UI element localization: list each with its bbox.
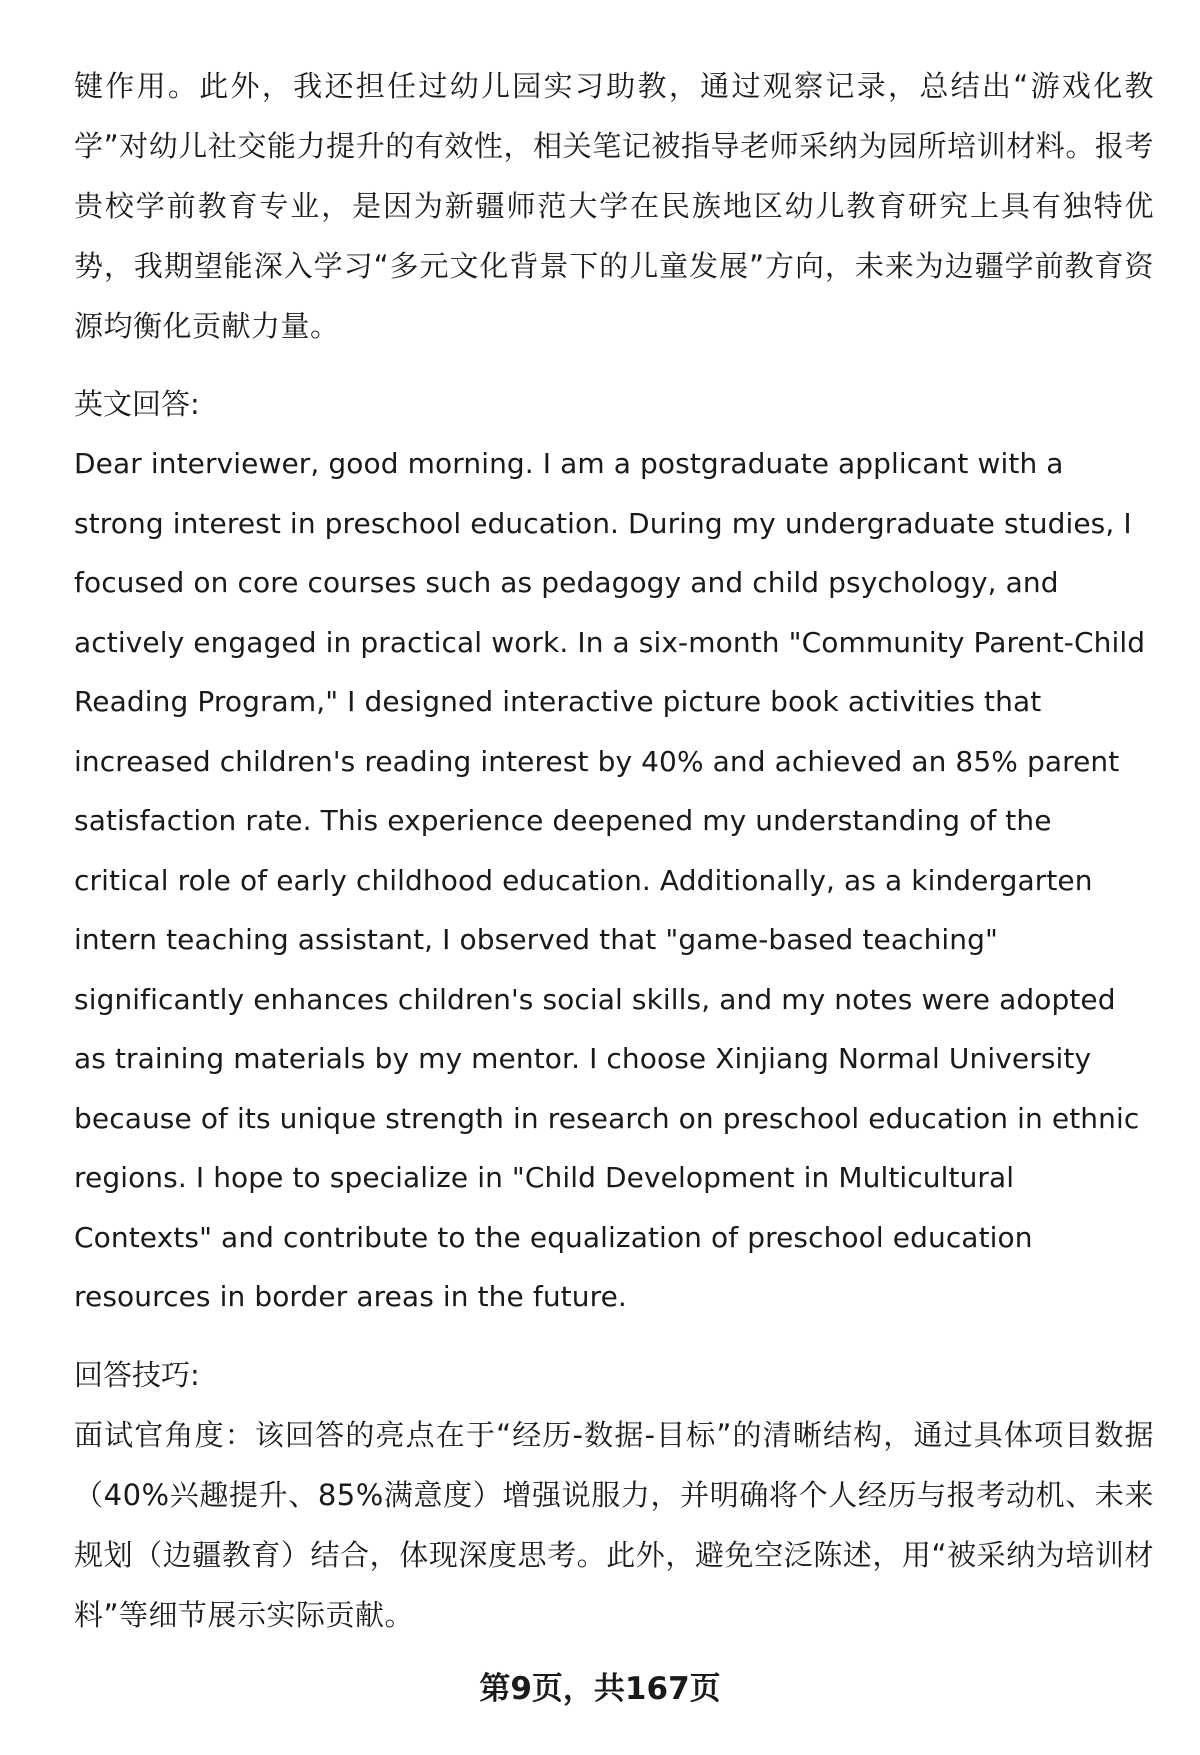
chinese-answer-continuation: 键作用。此外，我还担任过幼儿园实习助教，通过观察记录，总结出“游戏化教学”对幼儿社交能力提升的有效性，相关笔记被指导老师采纳为园所培训材料。报考贵校学前教育专业，是因为新疆师范大学在民族地区幼儿教育研究上具有独特优势，我期望能深入学习“多元文化背景下的儿童发展”方向，未来为边疆学前教育资源均衡化贡献力量。	[74, 69, 1154, 343]
answer-tips-heading: 回答技巧:	[74, 1357, 200, 1392]
document-page	[74, 56, 1154, 1645]
page-number: 第9页，共167页	[479, 1671, 721, 1707]
answer-tips-text: 面试官角度：该回答的亮点在于“经历-数据-目标”的清晰结构，通过具体项目数据（40%兴趣提升、85%满意度）增强说服力，并明确将个人经历与报考动机、未来规划（边疆教育）结合，体现深度思考。此外，避免空泛陈述，用“被采纳为培训材料”等细节展示实际贡献。	[74, 1417, 1154, 1632]
english-answer-heading: 英文回答:	[74, 387, 200, 421]
english-answer-text: Dear interviewer, good morning. I am a postgraduate applicant with a strong interest in preschool education. During my undergraduate studies, I focused on core courses such as pedagogy and child psychology, and actively engaged in practical work. In a six-month "Community Parent-Child Reading Program," I designed interactive picture book activities that increased children's reading interest by 40% and achieved an 85% parent satisfaction rate. This experience deepened my understanding of the critical role of early childhood education. Additionally, as a kindergarten intern teaching assistant, I observed that "game-based teaching" significantly enhances children's social skills, and my notes were adopted as training materials by my mentor. I choose Xinjiang Normal University because of its unique strength in research on preschool education in ethnic regions. I hope to specialize in "Child Development in Multicultural Contexts" and contribute to the equalization of preschool education resources in border areas in the future.	[74, 447, 1146, 1313]
